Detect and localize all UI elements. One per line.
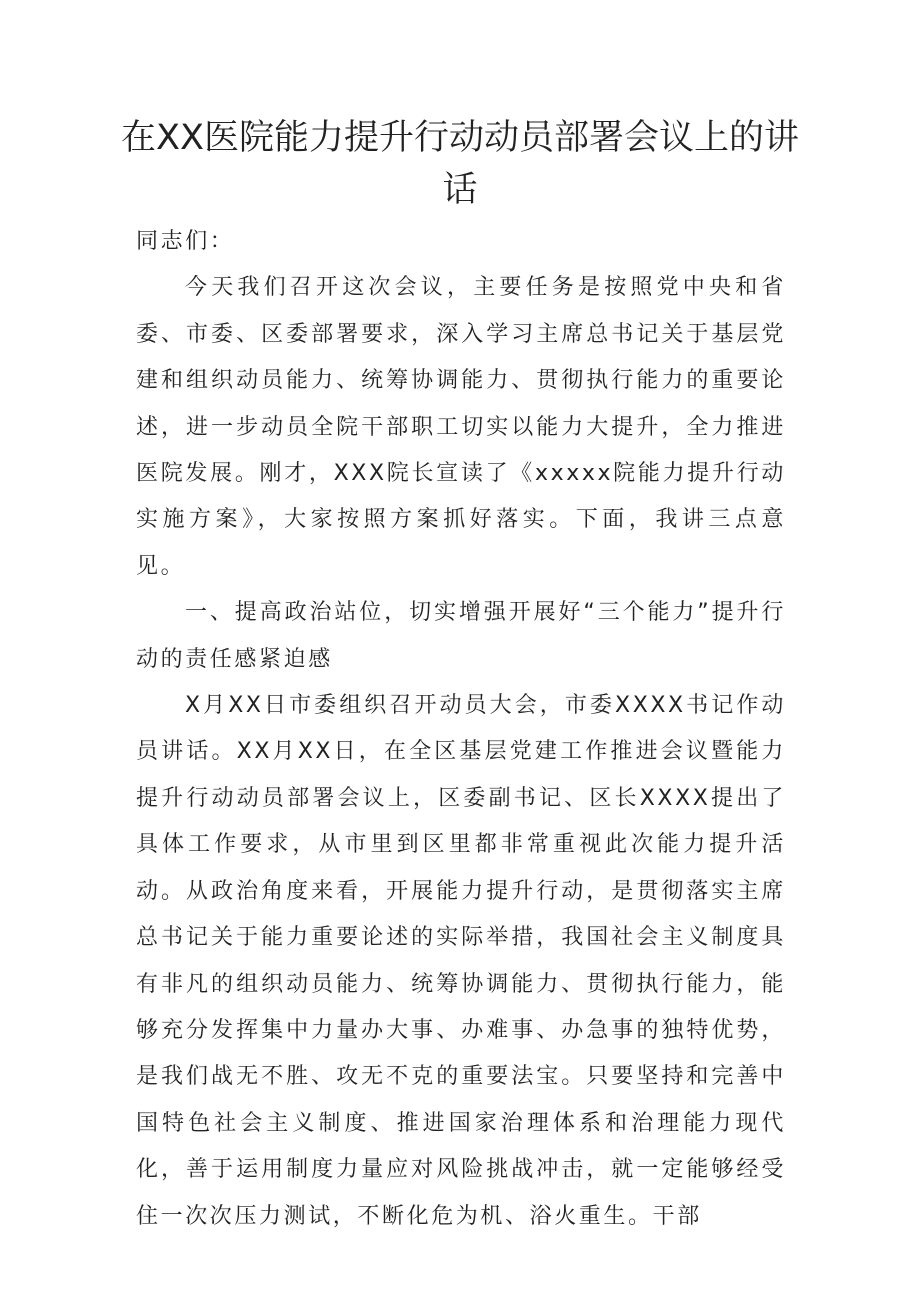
section-heading-1: 一、提高政治站位，切实增强开展好“三个能力”提升行动的责任感紧迫感 — [136, 600, 786, 672]
document-title: 在XX医院能力提升行动动员部署会议上的讲话 — [121, 118, 799, 210]
paragraph-section-1: X月XX日市委组织召开动员大会，市委XXXX书记作动员讲话。XX月XX日，在全区基层党建工作推进会议暨能力提升行动动员部署会议上，区委副书记、区长XXXX提出了具体工作要求，从市里到区里都非常重视此次能力提升活动。从政治角度来看，开展能力提升行动，是贯彻落实主席总书记关于能力重要论述的实际举措，我国社会主义制度具有非凡的组织动员能力、统筹协调能力、贯彻执行能力，能够充分发挥集中力量办大事、办难事、办急事的独特优势，是我们战无不胜、攻无不克的重要法宝。只要坚持和完善中国特色社会主义制度、推进国家治理体系和治理能力现代化，善于运用制度力量应对风险挑战冲击，就一定能够经受住一次次压力测试，不断化危为机、浴火重生。干部 — [136, 693, 786, 1229]
salutation: 同志们： — [136, 229, 235, 254]
paragraph-intro: 今天我们召开这次会议，主要任务是按照党中央和省委、市委、区委部署要求，深入学习主席总书记关于基层党建和组织动员能力、统筹协调能力、贯彻执行能力的重要论述，进一步动员全院干部职工切实以能力大提升，全力推进医院发展。刚才，XXX院长宣读了《xxxxx院能力提升行动实施方案》，大家按照方案抓好落实。下面，我讲三点意见。 — [136, 275, 786, 579]
document-body — [136, 219, 786, 1240]
